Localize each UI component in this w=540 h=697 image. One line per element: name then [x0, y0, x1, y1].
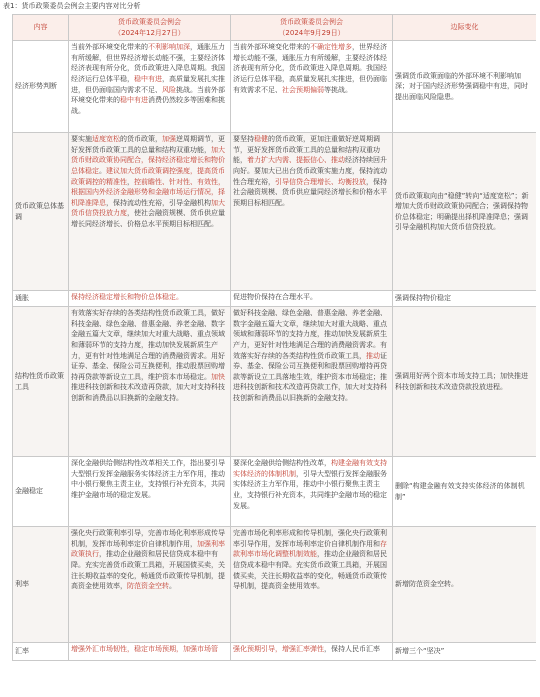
highlighted-text: 加大货币财政政策协同配合，保持经济稳定增长和物价总体稳定: [71, 145, 225, 175]
table-row: [13, 307, 537, 457]
cell-change: 强调用好两个资本市场支持工具；加快推进科技创新和技术改造贷款投放进程。: [393, 307, 537, 457]
cell-text: ，通胀压力有所缓解，但世界经济增长动能不强，主要经济体经济表现有所分化，货币政策进入降息周期。我国经济运行总体平稳，: [71, 43, 225, 83]
cell-text: ，保持社会融资规模、货币供应量同经济增长和价格水平预期目标相匹配。: [233, 177, 387, 207]
cell-text: 证券、基金、保险公司互换便利和股票回购增持再贷款等新设立工具落地生效，维护资本市场稳定；推进科技创新和技术改造再贷款工作，加大对支持科技创新和消费品以旧换新的金融支持。: [233, 351, 387, 402]
highlighted-text: 稳中有进: [120, 96, 148, 105]
cell-text: 促进物价保持在合理水平。: [233, 293, 317, 302]
row-category: 货币政策总体基调: [13, 133, 69, 291]
highlighted-text: 存款利率市场化调整机制效能: [233, 539, 387, 559]
cell-text: 完善市场化利率形成和传导机制，强化央行政策利率引导作用，发挥市场利率定价自律机制作用和: [233, 529, 387, 548]
cell-meeting-a: [69, 527, 231, 643]
highlighted-text: 稳健: [254, 135, 268, 144]
row-category: 经济形势判断: [13, 41, 69, 133]
table-row: [13, 457, 537, 527]
cell-text: 的货币政策，更加注重做好逆周期调节，更好发挥货币政策工具的总量和结构双重功能，: [233, 135, 380, 165]
cell-text: 逆周期调节，更好发挥货币政策工具的总量和结构双重功能，: [71, 135, 225, 154]
header-meeting-b-name: 货币政策委员会例会: [280, 18, 343, 26]
header-change: 边际变化: [393, 15, 537, 41]
row-category: 结构性货币政策工具: [13, 307, 69, 457]
cell-text: 要实施: [71, 135, 92, 144]
cell-text: ，: [127, 177, 134, 186]
table-body: [13, 41, 537, 661]
highlighted-text: 加快: [211, 372, 225, 381]
comparison-table: [12, 14, 536, 661]
cell-change: 删除“构建金融有效支持实体经济的体制机制”: [393, 457, 537, 527]
highlighted-text: 加强: [162, 135, 176, 144]
highlighted-text: 着力扩大内需、提振信心、推动: [247, 156, 345, 165]
cell-meeting-b: [231, 133, 393, 291]
cell-text: 等挑战。: [324, 85, 352, 94]
cell-meeting-b: [231, 457, 393, 527]
comparison-table-wrapper: [12, 14, 536, 694]
cell-text: ，推动企业融资和居民信贷成本稳中有降。充实货币政策工具箱，开展国债买卖，关注长期收益率的变化，畅通货币政策传导机制，提高资金使用效率。: [233, 550, 387, 591]
cell-text: ，引导大型银行发挥金融服务实体经济主力军作用，推动中小银行聚焦主责主业，支持银行补充资本，共同维护金融市场的稳定发展。: [233, 469, 387, 510]
cell-text: ，高质量发展扎实推进，但仍面临国内需求不足、: [71, 74, 225, 94]
row-category: 金融稳定: [13, 457, 69, 527]
highlighted-text: 强化预期引导，增强汇率弹性: [233, 645, 324, 654]
table-row: [13, 291, 537, 307]
row-category: 通胀: [13, 291, 69, 307]
cell-meeting-b: [231, 307, 393, 457]
cell-change: 新增防范资金空转。: [393, 527, 537, 643]
highlighted-text: 加强利率政策执行: [71, 539, 225, 559]
row-category: 汇率: [13, 643, 69, 661]
header-category: 内容: [13, 15, 69, 41]
cell-meeting-a: [69, 643, 231, 661]
cell-meeting-b: [231, 291, 393, 307]
table-title: 表1：货币政策委员会例会主要内容对比分析: [3, 2, 141, 10]
highlighted-text: 构建金融有效支持实体经济的体制机制: [233, 459, 387, 478]
highlighted-text: 不利影响加深: [148, 43, 190, 52]
cell-text: 挑战。当前外部环境变化带来的: [71, 85, 225, 105]
highlighted-text: 稳中有进: [134, 74, 162, 83]
highlighted-text: 控前瞻性、针对性、有效性，根据国内外经济金融形势和金融市场运行情况，择机降准降息: [71, 177, 225, 207]
cell-change: 货币政策取向由“稳健”转向“适度宽松”；新增加大货币财政政策协同配合；强调保持物价总体稳定；明确提出择机降准降息；强调引导金融机构加大货币信贷投放。: [393, 133, 537, 291]
table-row: [13, 527, 537, 643]
cell-text: ，保持流动性充裕，引导金融机构: [106, 198, 211, 207]
highlighted-text: 风险: [162, 85, 176, 94]
cell-text: 有效落实好存续的各类结构性货币政策工具，做好科技金融、绿色金融、普惠金融、养老金融、数字金融五篇大文章，继续加大对重大战略、重点领域和薄弱环节的支持力度，推动加快发展新质生产力，更有针对性地满足合理的消费融资需求。用好证券、基金、保险公司互换便利，推动股票回购增持再贷款等新设立工具，维护资本市场稳定。: [71, 309, 225, 381]
highlighted-text: 推动: [366, 351, 380, 360]
header-meeting-a: [69, 15, 231, 41]
cell-text: ，保持人民币汇率: [324, 645, 380, 654]
cell-meeting-b: [231, 41, 393, 133]
highlighted-text: 社会预期偏弱: [282, 85, 324, 94]
cell-text: ，使社会融资规模、货币供应量增长同经济增长、价格总水平预期目标相匹配。: [71, 209, 225, 228]
row-category: 利率: [13, 527, 69, 643]
cell-text: 经济持续回升向好。要加大已出台货币政策实施力度，保持流动性合理充裕，: [233, 156, 387, 186]
highlighted-text: 防范资金空转: [127, 582, 169, 591]
cell-meeting-a: [69, 41, 231, 133]
cell-text: 深化金融供给侧结构性改革相关工作，指出要引导大型银行发挥金融服务实体经济主力军作用，推动中小银行聚焦主责主业，支持银行补充资本，共同维护金融市场的稳定发展。: [71, 459, 225, 499]
cell-text: 当前外部环境变化带来的: [71, 43, 148, 52]
cell-meeting-a: [69, 307, 231, 457]
cell-text: 推进科技创新和技术改造再贷款，加大对支持科技创新和消费品以旧换新的金融支持。: [71, 383, 225, 402]
cell-text: 要坚持: [233, 135, 254, 144]
cell-text: ，世界经济增长动能不强，通胀压力有所缓解，主要经济体经济表现有所分化，货币政策进入降息周期。我国经济运行总体平稳，高质量发展扎实推进，但仍面临有效需求不足、: [233, 43, 387, 94]
cell-change: 强调保持物价稳定: [393, 291, 537, 307]
header-meeting-a-date: （2024年12月27日）: [114, 28, 185, 37]
highlighted-text: 增强外汇市场韧性，稳定市场预期，加强市场管: [71, 645, 218, 654]
header-meeting-a-name: 货币政策委员会例会: [118, 18, 181, 26]
highlighted-text: 保持经济稳定增长和物价总体稳定。: [71, 293, 183, 302]
cell-meeting-a: [69, 133, 231, 291]
cell-text: 当前外部环境变化带来的: [233, 43, 310, 52]
highlighted-text: 加大货币信贷投放力度: [71, 198, 225, 218]
table-row: [13, 643, 537, 661]
table-header-row: [13, 15, 537, 41]
cell-change: 新增三个“坚决”: [393, 643, 537, 661]
highlighted-text: 适度宽松: [92, 135, 120, 144]
cell-meeting-b: [231, 643, 393, 661]
header-meeting-b-date: （2024年9月29日）: [278, 28, 345, 37]
cell-text: 强化央行政策利率引导，完善市场化利率形成传导机制，发挥市场利率定价自律机制作用，: [71, 529, 225, 548]
table-row: [13, 133, 537, 291]
header-meeting-b: [231, 15, 393, 41]
cell-text: 的货币政策，: [120, 135, 162, 144]
cell-change: 强调货币政策面临的外部环境不利影响加深；对于国内经济形势强调稳中有进，同时提出面临风险隐患。: [393, 41, 537, 133]
highlighted-text: 建议加大货币政策调控强度，提高货币政策调控的精准性: [71, 166, 225, 186]
table-row: [13, 41, 537, 133]
highlighted-text: 引导信贷合理增长、均衡投放: [275, 177, 366, 186]
cell-meeting-a: [69, 457, 231, 527]
cell-text: 要深化金融供给侧结构性改革，: [233, 459, 331, 468]
cell-text: 消费仍然较多等困难和挑战。: [71, 96, 225, 115]
cell-meeting-a: [69, 291, 231, 307]
cell-meeting-b: [231, 527, 393, 643]
highlighted-text: 不确定性增多: [310, 43, 352, 52]
cell-text: ，推动企业融资和居民信贷成本稳中有降。充实完善货币政策工具箱，开展国债买卖，关注长期收益率的变化，畅通货币政策传导机制，提高资金使用效率，: [71, 550, 225, 591]
cell-text: 。: [99, 166, 106, 175]
cell-text: 。: [169, 582, 176, 591]
cell-text: 做好科技金融、绿色金融、普惠金融、养老金融、数字金融五篇大文章，继续加大对重大战略、重点领域和薄弱环节的支持力度，推动加快发展新质生产力，更好针对性地满足合理的消费融资需求。有效落实好存续的各类结构性货币政策工具，: [233, 309, 387, 360]
